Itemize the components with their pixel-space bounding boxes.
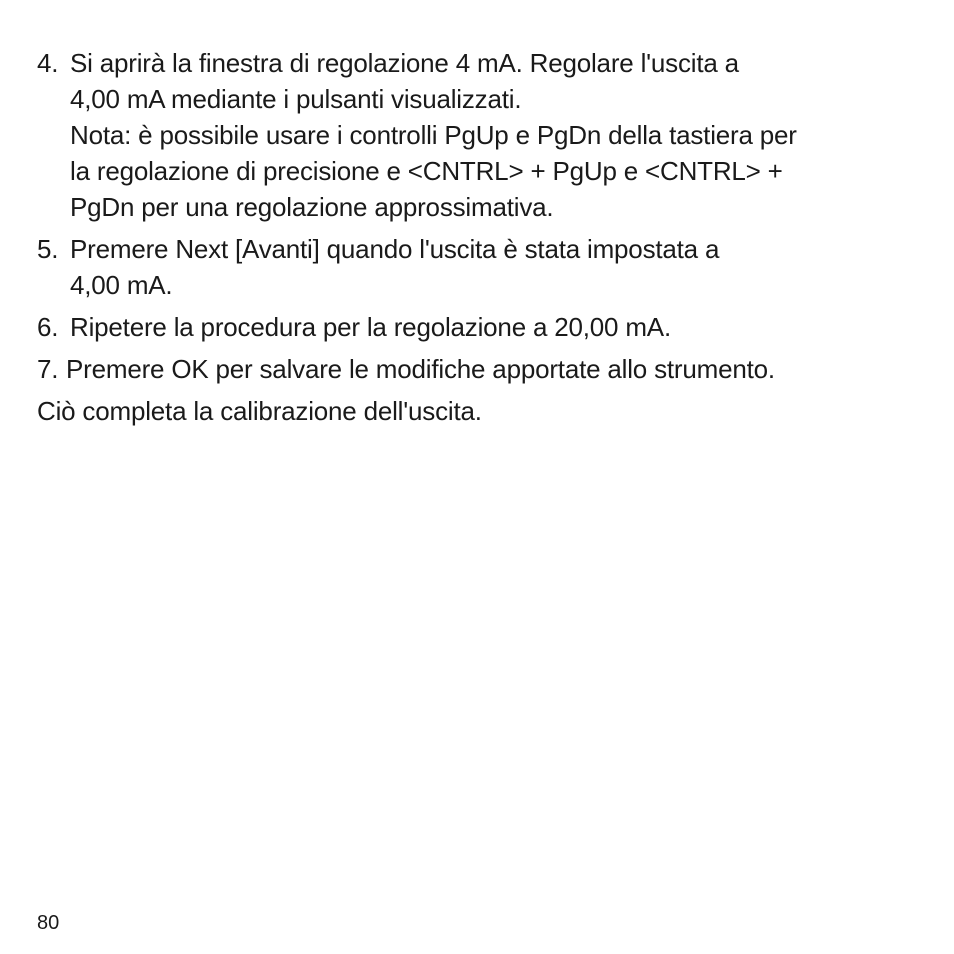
step-6 — [37, 309, 917, 345]
closing-sentence: Ciò completa la calibrazione dell'uscita. — [37, 396, 482, 426]
step-line: PgDn per una regolazione approssimativa. — [70, 192, 554, 222]
step-line: 4,00 mA mediante i pulsanti visualizzati. — [70, 84, 522, 114]
step-body — [66, 351, 917, 387]
step-line: 4,00 mA. — [70, 270, 173, 300]
step-line: Si aprirà la finestra di regolazione 4 mA. Regolare l'uscita a — [70, 48, 739, 78]
step-4 — [37, 45, 917, 225]
step-7 — [37, 351, 917, 387]
step-line: Premere OK per salvare le modifiche apportate allo strumento. — [66, 354, 775, 384]
step-line: la regolazione di precisione e <CNTRL> + PgUp e <CNTRL> + — [70, 156, 783, 186]
step-line: Premere Next [Avanti] quando l'uscita è stata impostata a — [70, 234, 720, 264]
step-body — [70, 45, 917, 225]
step-5 — [37, 231, 917, 303]
step-number: 7. — [37, 354, 59, 384]
page-number: 80 — [37, 912, 60, 934]
step-number: 5. — [37, 234, 59, 264]
step-body — [70, 231, 917, 303]
step-body — [70, 309, 917, 345]
step-number: 4. — [37, 48, 59, 78]
step-number: 6. — [37, 312, 59, 342]
step-line: Nota: è possibile usare i controlli PgUp e PgDn della tastiera per — [70, 120, 797, 150]
step-line: Ripetere la procedura per la regolazione a 20,00 mA. — [70, 312, 671, 342]
instruction-text — [37, 45, 917, 429]
